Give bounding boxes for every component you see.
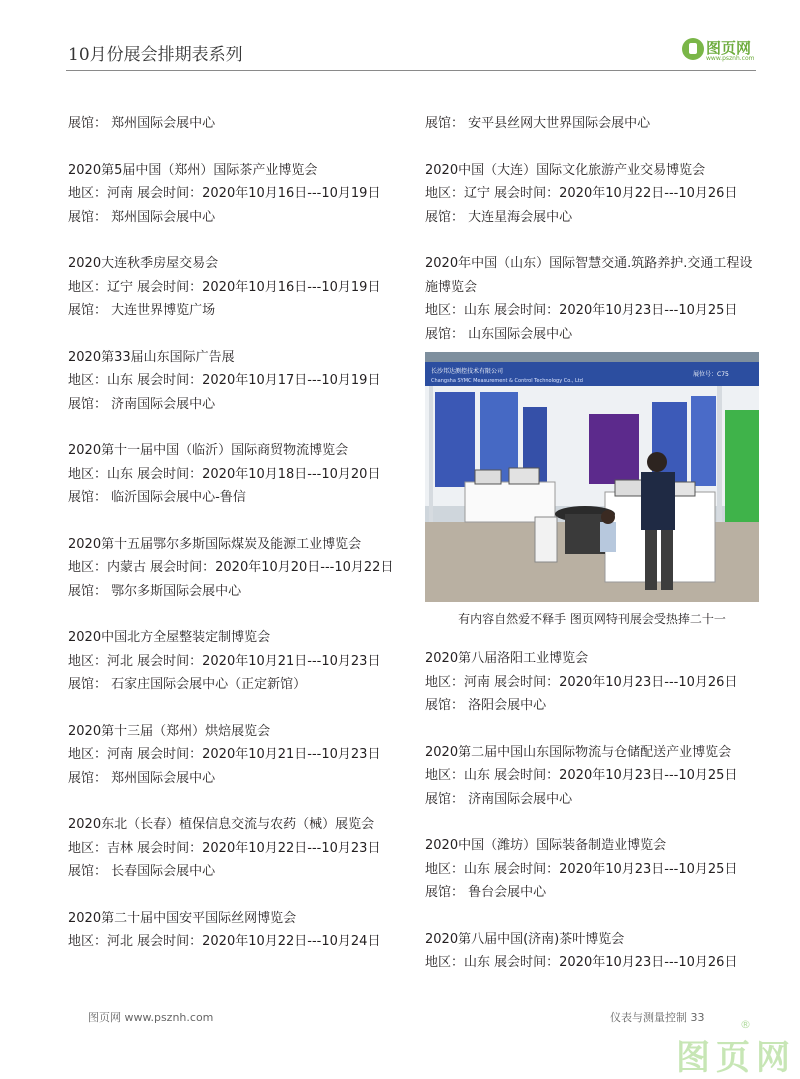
venue-line: 展馆： 安平县丝网大世界国际会展中心: [425, 116, 651, 131]
header-divider: [66, 70, 756, 71]
exhibition-title: 2020第十一届中国（临沂）国际商贸物流博览会: [68, 443, 349, 458]
venue-line: 展馆： 济南国际会展中心: [425, 791, 573, 807]
exhibition-title: 2020中国北方全屋整装定制博览会: [68, 630, 271, 645]
exhibition-title: 2020东北（长春）植保信息交流与农药（械）展览会: [68, 817, 375, 832]
region-date-line: 地区：山东 展会时间：2020年10月23日---10月25日: [425, 861, 738, 877]
exhibition-title: 2020第八届中国(济南)茶叶博览会: [425, 931, 625, 947]
exhibition-title: 2020中国（大连）国际文化旅游产业交易博览会: [425, 162, 706, 178]
list-item: [68, 252, 408, 323]
region-date-line: 地区：山东 展会时间：2020年10月23日---10月25日: [425, 303, 738, 318]
exhibition-title: 2020第十五届鄂尔多斯国际煤炭及能源工业博览会: [68, 536, 362, 552]
continued-entry: [68, 112, 408, 136]
venue-line: 展馆： 临沂国际会展中心-鲁信: [68, 490, 246, 505]
list-item: [68, 813, 408, 884]
exhibition-title: 2020第二十届中国安平国际丝网博览会: [68, 910, 297, 926]
list-item: [425, 741, 765, 812]
logo-name: 图页网: [706, 39, 752, 57]
region-date-line: 地区：河北 展会时间：2020年10月22日---10月24日: [68, 934, 381, 949]
region-date-line: 地区：内蒙古 展会时间：2020年10月20日---10月22日: [68, 560, 394, 575]
venue-line: 展馆： 大连世界博览广场: [68, 303, 216, 318]
venue-line: 展馆： 郑州国际会展中心: [68, 770, 216, 786]
venue-line: 展馆： 济南国际会展中心: [68, 396, 216, 412]
region-date-line: 地区：河南 展会时间：2020年10月23日---10月26日: [425, 674, 738, 690]
list-item: [68, 626, 408, 697]
region-date-line: 地区：山东 展会时间：2020年10月18日---10月20日: [68, 466, 381, 482]
exhibition-title: 2020大连秋季房屋交易会: [68, 256, 219, 271]
list-item: [68, 533, 408, 604]
svg-text:展位号：C75: 展位号：C75: [693, 371, 729, 378]
logo-mark-icon: [682, 38, 704, 60]
site-logo[interactable]: [682, 36, 762, 66]
exhibition-booth-photo: [425, 352, 759, 602]
exhibition-title: 2020第十三届（郑州）烘焙展览会: [68, 723, 271, 739]
list-item: [425, 928, 765, 975]
footer-site-link[interactable]: 图页网 www.psznh.com: [88, 1011, 214, 1024]
venue-line: 展馆： 洛阳会展中心: [425, 698, 547, 713]
list-item: [68, 439, 408, 510]
list-item: [68, 720, 408, 791]
list-item: [68, 346, 408, 417]
page-header-title: 10月份展会排期表系列: [68, 45, 243, 65]
region-date-line: 地区：河南 展会时间：2020年10月21日---10月23日: [68, 747, 381, 762]
region-date-line: 地区：河南 展会时间：2020年10月16日---10月19日: [68, 186, 381, 201]
exhibition-title: 2020中国（潍坊）国际装备制造业博览会: [425, 838, 667, 853]
venue-line: 展馆： 石家庄国际会展中心（正定新馆）: [68, 677, 307, 692]
photo-caption: 有内容自然爱不释手 图页网特刊展会受热捧二十一: [458, 612, 726, 626]
venue-line: 展馆： 郑州国际会展中心: [68, 209, 216, 225]
exhibition-title: 2020第八届洛阳工业博览会: [425, 651, 589, 666]
region-date-line: 地区：辽宁 展会时间：2020年10月22日---10月26日: [425, 186, 738, 201]
svg-text:Changsha SYMC Measurement & Co: Changsha SYMC Measurement & Control Technology Co., Ltd: [431, 378, 583, 384]
region-date-line: 地区：辽宁 展会时间：2020年10月16日---10月19日: [68, 279, 381, 295]
footer-page-info: 仪表与测量控制 33: [610, 1011, 705, 1024]
booth-photo-image: [425, 352, 759, 602]
list-item: [425, 252, 765, 346]
watermark-logo: 图页网: [676, 1038, 796, 1078]
exhibition-title: 2020第33届山东国际广告展: [68, 349, 235, 365]
region-date-line: 地区：河北 展会时间：2020年10月21日---10月23日: [68, 653, 381, 669]
list-item: [68, 159, 408, 230]
venue-line: 展馆： 山东国际会展中心: [425, 326, 573, 342]
list-item: [68, 907, 408, 954]
venue-line: 展馆： 鄂尔多斯国际会展中心: [68, 583, 242, 599]
left-column: [68, 112, 408, 977]
exhibition-title: 2020第5届中国（郑州）国际茶产业博览会: [68, 162, 318, 178]
venue-line: 展馆： 长春国际会展中心: [68, 864, 216, 879]
list-item: [425, 834, 765, 905]
exhibition-title: 2020年中国（山东）国际智慧交通.筑路养护.交通工程设施博览会: [425, 256, 753, 295]
svg-text:长沙邦达测控技术有限公司: 长沙邦达测控技术有限公司: [431, 368, 504, 375]
list-item: [425, 647, 765, 718]
region-date-line: 地区：吉林 展会时间：2020年10月22日---10月23日: [68, 840, 381, 856]
exhibition-title: 2020第二届中国山东国际物流与仓储配送产业博览会: [425, 744, 732, 760]
region-date-line: 地区：山东 展会时间：2020年10月17日---10月19日: [68, 373, 381, 388]
venue-line: 展馆： 鲁台会展中心: [425, 885, 547, 900]
right-column: [425, 112, 765, 998]
region-date-line: 地区：山东 展会时间：2020年10月23日---10月25日: [425, 768, 738, 783]
continued-entry: [425, 112, 765, 136]
logo-url: www.psznh.com: [706, 55, 755, 62]
venue-line: 展馆： 大连星海会展中心: [425, 209, 573, 225]
registered-mark: ®: [740, 1018, 751, 1031]
region-date-line: 地区：山东 展会时间：2020年10月23日---10月26日: [425, 955, 738, 970]
list-item: [425, 159, 765, 230]
venue-line: 展馆： 郑州国际会展中心: [68, 116, 216, 131]
